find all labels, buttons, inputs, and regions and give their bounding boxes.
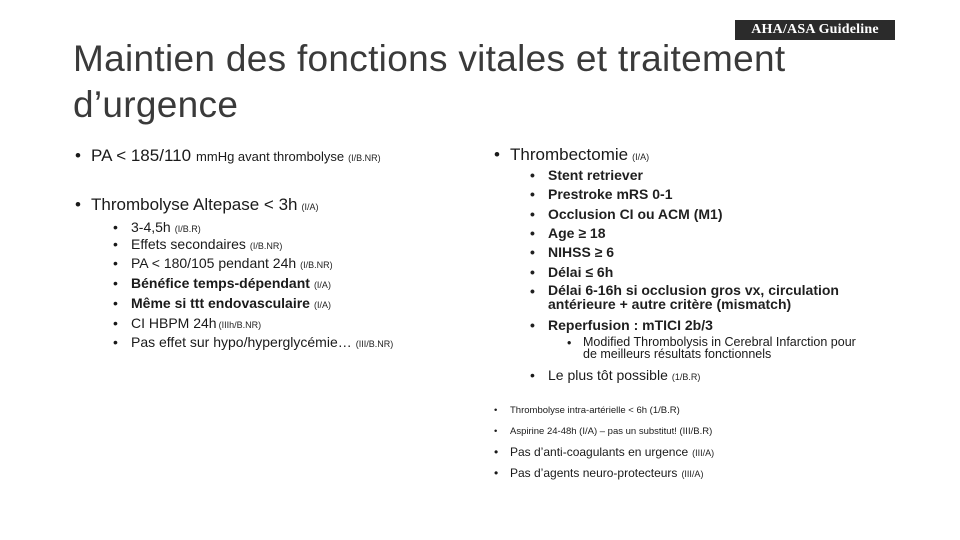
item-text: Bénéfice temps-dépendant: [131, 275, 310, 291]
item-text: Délai 6-16h si occlusion gros vx, circulation antérieure + autre critère (mismatch): [548, 282, 839, 312]
bullet: •: [113, 219, 118, 235]
item-grade: (I/B.R): [174, 224, 201, 234]
bullet: •: [530, 225, 535, 241]
bullet: •: [75, 195, 81, 214]
item-text: Pas d’agents neuro-protecteurs: [510, 466, 678, 480]
bullet: •: [494, 405, 498, 416]
pa-text: PA < 185/110: [91, 146, 192, 165]
bullet: •: [113, 275, 118, 291]
item-text: Prestroke mRS 0-1: [548, 186, 673, 202]
item-text: CI HBPM 24h: [131, 315, 217, 331]
item-grade: (I/B.NR): [300, 260, 333, 270]
thrombolyse-grade: (I/A): [301, 202, 319, 212]
thrombolyse-text: Thrombolyse Altepase < 3h: [91, 195, 298, 214]
list-item: [494, 426, 712, 437]
pa-grade: (I/B.NR): [348, 153, 381, 163]
list-item: [530, 244, 614, 260]
list-item: [113, 334, 393, 350]
bullet: •: [113, 236, 118, 252]
bullet: •: [494, 466, 499, 480]
bullet: •: [567, 336, 572, 350]
item-text: Effets secondaires: [131, 236, 246, 252]
item-grade: (I/B.NR): [249, 241, 283, 251]
item-text: Thrombolyse intra-artérielle < 6h (1/B.R): [510, 405, 680, 416]
list-item: [113, 315, 261, 331]
list-item: [530, 283, 868, 311]
item-text: 3-4,5h: [131, 219, 171, 235]
bullet: •: [113, 315, 118, 331]
bullet: •: [530, 264, 535, 280]
item-text: Aspirine 24-48h (I/A) – pas un substitut! (III/B.R): [510, 426, 713, 437]
list-item: [494, 466, 703, 480]
bullet: •: [494, 445, 499, 459]
item-grade: (1/B.R): [671, 372, 701, 382]
bullet: •: [530, 367, 535, 383]
item-text: Délai ≤ 6h: [548, 264, 614, 280]
item-text: PA < 180/105 pendant 24h: [131, 255, 297, 271]
item-text: Stent retriever: [548, 167, 643, 183]
bullet: •: [113, 255, 118, 271]
item-text: Le plus tôt possible: [548, 367, 668, 383]
list-item: [530, 367, 700, 383]
pa-unit: mmHg avant thrombolyse: [196, 149, 345, 164]
pa-bullet: [75, 146, 381, 166]
tici-note: [567, 336, 863, 360]
item-grade: (IIIh/B.NR): [218, 320, 262, 330]
list-item: [530, 206, 722, 222]
bullet: •: [494, 426, 498, 437]
thrombolyse-bullet: [75, 195, 318, 215]
bullet: •: [75, 146, 81, 165]
list-item: [530, 167, 643, 183]
list-item: [113, 255, 333, 271]
item-grade: (I/A): [313, 300, 331, 310]
list-item: [113, 236, 282, 252]
item-text: Reperfusion : mTICI 2b/3: [548, 317, 713, 333]
list-item: [494, 445, 714, 459]
item-text: Même si ttt endovasculaire: [131, 295, 310, 311]
bullet: •: [494, 145, 500, 164]
item-grade: (III/B.NR): [355, 339, 394, 349]
slide-title: Maintien des fonctions vitales et traitement d’urgence: [73, 38, 786, 125]
bullet: •: [530, 283, 535, 299]
item-grade: (I/A): [313, 280, 331, 290]
item-text: NIHSS ≥ 6: [548, 244, 615, 260]
tici-note-text: Modified Thrombolysis in Cerebral Infarction pour de meilleurs résultats fonctionnels: [583, 335, 856, 361]
list-item: [113, 295, 331, 311]
item-text: Pas effet sur hypo/hyperglycémie…: [131, 334, 352, 350]
list-item: [530, 264, 613, 280]
guideline-badge: AHA/ASA Guideline: [735, 20, 895, 40]
item-text: Age ≥ 18: [548, 225, 606, 241]
list-item: [530, 225, 605, 241]
list-item: [494, 405, 680, 416]
bullet: •: [530, 186, 535, 202]
list-item: [113, 219, 201, 235]
item-grade: (III/A): [681, 469, 704, 479]
thrombectomie-text: Thrombectomie: [510, 145, 629, 164]
bullet: •: [530, 206, 535, 222]
list-item: [530, 186, 673, 202]
bullet: •: [113, 334, 118, 350]
bullet: •: [113, 295, 118, 311]
thrombectomie-grade: (I/A): [632, 152, 650, 162]
bullet: •: [530, 317, 535, 333]
item-text: Occlusion CI ou ACM (M1): [548, 206, 723, 222]
bullet: •: [530, 244, 535, 260]
list-item: [530, 317, 713, 333]
item-grade: (III/A): [692, 448, 715, 458]
thrombectomie-bullet: [494, 145, 649, 165]
list-item: [113, 275, 331, 291]
bullet: •: [530, 167, 535, 183]
item-text: Pas d’anti-coagulants en urgence: [510, 445, 689, 459]
